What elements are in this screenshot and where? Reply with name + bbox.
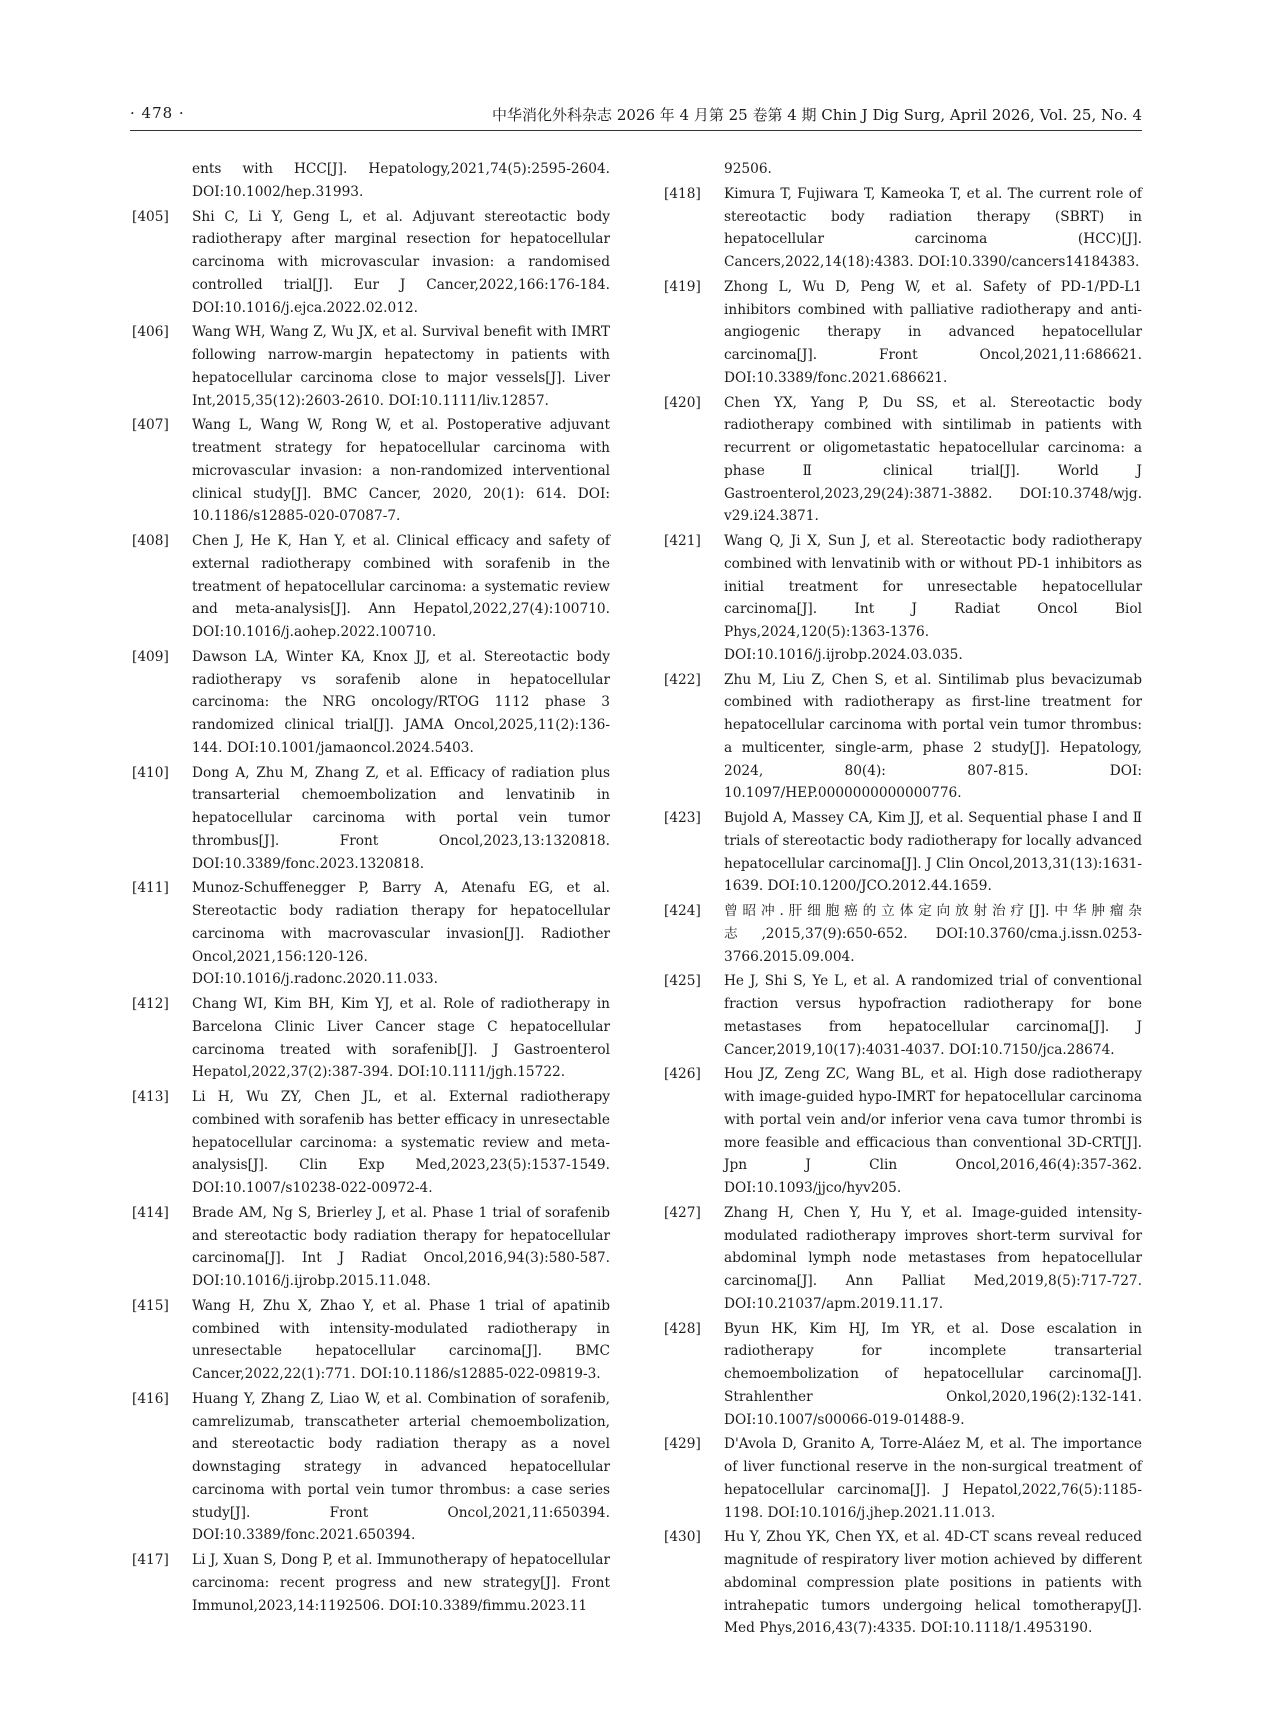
reference-number: [408] [132,533,169,549]
reference-item [662,1063,1142,1200]
header-rule [130,130,1142,131]
reference-text: Li J, Xuan S, Dong P, et al. Immunotherapy of hepatocellular carcinoma: recent progress and new strategy[J]. Front Immunol,2023,14:1192506. DOI:10.3389/fimmu.2023.11 [192,1552,610,1614]
page-number: · 478 · [130,104,185,122]
reference-item [130,206,610,320]
reference-text: Li H, Wu ZY, Chen JL, et al. External radiotherapy combined with sorafenib has better efficacy in unresectable hepatocellular carcinoma: a systematic review and meta-analysis[J]. Clin Exp Med,2023,23(5):1537-1549. DOI:10.1007/s10238-022-00972-4. [192,1089,610,1196]
reference-number: [422] [664,671,701,688]
reference-item [130,762,610,876]
reference-text: Zhu M, Liu Z, Chen S, et al. Sintilimab plus bevacizumab combined with radiotherapy as first-line treatment for hepatocellular carcinoma with portal vein tumor thrombus: a multicenter, single-arm, phase 2 study[J]. Hepatology, 2024, 80(4): 807-815. DOI: 10.1097/HEP.0000000000000776. [724,671,1142,802]
reference-continuation: ents with HCC[J]. Hepatology,2021,74(5):2595-2604. DOI:10.1002/hep.31993. [192,161,610,200]
reference-continuation: 92506. [724,161,772,177]
reference-number: [425] [664,973,701,990]
reference-item [130,1388,610,1547]
reference-item [662,1433,1142,1524]
reference-number: [430] [664,1529,701,1546]
reference-column-right [662,158,1142,1642]
reference-item [662,1202,1142,1316]
reference-item [130,646,610,760]
reference-text: Hu Y, Zhou YK, Chen YX, et al. 4D-CT scans reveal reduced magnitude of respiratory liver motion achieved by different abdominal compression plate positions in patients with intrahepatic tumors undergoing helical tomotherapy[J]. Med Phys,2016,43(7):4335. DOI:10.1118/1.4953190. [724,1529,1142,1637]
reference-item [130,414,610,528]
reference-number: [427] [664,1204,701,1221]
reference-text: Bujold A, Massey CA, Kim JJ, et al. Sequential phase Ⅰ and Ⅱ trials of stereotactic body radiotherapy for locally advanced hepatocellular carcinoma[J]. J Clin Oncol,2013,31(13):1631-1639. DOI:10.1200/JCO.2012.44.1659. [724,810,1142,895]
reference-item [662,900,1142,968]
reference-number: [416] [132,1390,169,1407]
page-header [130,104,1142,126]
reference-item [662,276,1142,390]
reference-item [130,1295,610,1386]
reference-text: Zhong L, Wu D, Peng W, et al. Safety of PD-1/PD-L1 inhibitors combined with palliative radiotherapy and anti-angiogenic therapy in advanced hepatocellular carcinoma[J]. Front Oncol,2021,11:686621. DOI:10.3389/fonc.2021.686621. [724,278,1142,386]
reference-text: D'Avola D, Granito A, Torre-Aláez M, et al. The importance of liver functional reserve in the non-surgical treatment of hepatocellular carcinoma[J]. J Hepatol,2022,76(5):1185-1198. DOI:10.1016/j.jhep.2021.11.013. [724,1436,1142,1521]
reference-number: [424] [664,903,701,919]
reference-item [130,1086,610,1200]
reference-item [662,669,1142,806]
reference-text: Brade AM, Ng S, Brierley J, et al. Phase 1 trial of sorafenib and stereotactic body radiation therapy for hepatocellular carcinoma[J]. Int J Radiat Oncol,2016,94(3):580-587. DOI:10.1016/j.ijrobp.2015.11.048. [192,1204,610,1289]
reference-number: [428] [664,1320,701,1337]
reference-number: [418] [664,185,701,202]
reference-number: [421] [664,533,701,549]
reference-item [130,530,610,644]
reference-number: [412] [132,996,169,1012]
reference-text: Kimura T, Fujiwara T, Kameoka T, et al. The current role of stereotactic body radiation therapy (SBRT) in hepatocellular carcinoma (HCC)[J]. Cancers,2022,14(18):4383. DOI:10.3390/cancers14184383. [724,185,1142,270]
reference-number: [429] [664,1436,701,1453]
reference-text: 曾昭冲.肝细胞癌的立体定向放射治疗[J].中华肿瘤杂志,2015,37(9):650-652. DOI:10.3760/cma.j.issn.0253-3766.2015.09.004. [724,903,1142,965]
reference-text: Dong A, Zhu M, Zhang Z, et al. Efficacy of radiation plus transarterial chemoembolization and lenvatinib in hepatocellular carcinoma with portal vein tumor thrombus[J]. Front Oncol,2023,13:1320818. DOI:10.3389/fonc.2023.1320818. [192,764,610,872]
reference-column-left [130,158,610,1619]
reference-item [130,1549,610,1617]
reference-number: [420] [664,394,701,411]
reference-number: [423] [664,810,701,826]
reference-text: Chen YX, Yang P, Du SS, et al. Stereotactic body radiotherapy combined with sintilimab in patients with recurrent or oligometastatic hepatocellular carcinoma: a phase Ⅱ clinical trial[J]. World J Gastroenterol,2023,29(24):3871-3882. DOI:10.3748/wjg. v29.i24.3871. [724,394,1142,525]
reference-text: Huang Y, Zhang Z, Liao W, et al. Combination of sorafenib, camrelizumab, transcatheter arterial chemoembolization, and stereotactic body radiation therapy as a novel downstaging strategy in advanced hepatocellular carcinoma with portal vein tumor thrombus: a case series study[J]. Front Oncol,2021,11:650394. DOI:10.3389/fonc.2021.650394. [192,1390,610,1544]
reference-number: [414] [132,1204,169,1221]
reference-number: [405] [132,208,169,225]
reference-item [662,183,1142,274]
reference-text: Munoz-Schuffenegger P, Barry A, Atenafu EG, et al. Stereotactic body radiation therapy for hepatocellular carcinoma with macrovascular invasion[J]. Radiother Oncol,2021,156:120-126. DOI:10.1016/j.radonc.2020.11.033. [192,880,610,988]
journal-citation: 中华消化外科杂志 2026 年 4 月第 25 卷第 4 期 Chin J Dig Surg, April 2026, Vol. 25, No. 4 [492,106,1142,124]
reference-text: Wang H, Zhu X, Zhao Y, et al. Phase 1 trial of apatinib combined with intensity-modulated radiotherapy in unresectable hepatocellular carcinoma[J]. BMC Cancer,2022,22(1):771. DOI:10.1186/s12885-022-09819-3. [192,1297,610,1382]
reference-text: Hou JZ, Zeng ZC, Wang BL, et al. High dose radiotherapy with image-guided hypo-IMRT for hepatocellular carcinoma with portal vein and/or inferior vena cava tumor thrombi is more feasible and efficacious than conventional 3D-CRT[J]. Jpn J Clin Oncol,2016,46(4):357-362. DOI:10.1093/jjco/hyv205. [724,1066,1142,1196]
reference-text: Shi C, Li Y, Geng L, et al. Adjuvant stereotactic body radiotherapy after marginal resection for hepatocellular carcinoma with microvascular invasion: a randomised controlled trial[J]. Eur J Cancer,2022,166:176-184. DOI:10.1016/j.ejca.2022.02.012. [192,208,610,316]
reference-number: [419] [664,278,701,295]
reference-number: [415] [132,1297,169,1314]
reference-text: Zhang H, Chen Y, Hu Y, et al. Image-guided intensity-modulated radiotherapy improves short-term survival for abdominal lymph node metastases from hepatocellular carcinoma[J]. Ann Palliat Med,2019,8(5):717-727. DOI:10.21037/apm.2019.11.17. [724,1204,1142,1312]
reference-item [130,993,610,1084]
reference-item [130,321,610,412]
reference-number: [406] [132,324,169,341]
reference-number: [407] [132,417,169,434]
reference-item [130,1202,610,1293]
reference-item [662,1318,1142,1432]
reference-number: [413] [132,1089,169,1105]
reference-text: Chen J, He K, Han Y, et al. Clinical efficacy and safety of external radiotherapy combined with sorafenib in the treatment of hepatocellular carcinoma: a systematic review and meta-analysis[J]. Ann Hepatol,2022,27(4):100710. DOI:10.1016/j.aohep.2022.100710. [192,533,610,640]
reference-number: [410] [132,764,169,781]
reference-item [130,877,610,991]
reference-number: [426] [664,1066,701,1083]
reference-item [662,530,1142,667]
reference-text: Wang Q, Ji X, Sun J, et al. Stereotactic body radiotherapy combined with lenvatinib with or without PD-1 inhibitors as initial treatment for unresectable hepatocellular carcinoma[J]. Int J Radiat Oncol Biol Phys,2024,120(5):1363-1376. DOI:10.1016/j.ijrobp.2024.03.035. [724,533,1142,663]
reference-item [662,807,1142,898]
reference-number: [411] [132,880,169,897]
reference-number: [409] [132,648,169,665]
reference-text: Byun HK, Kim HJ, Im YR, et al. Dose escalation in radiotherapy for incomplete transarterial chemoembolization of hepatocellular carcinoma[J]. Strahlenther Onkol,2020,196(2):132-141. DOI:10.1007/s00066-019-01488-9. [724,1320,1142,1428]
reference-text: He J, Shi S, Ye L, et al. A randomized trial of conventional fraction versus hypofraction radiotherapy for bone metastases from hepatocellular carcinoma[J]. J Cancer,2019,10(17):4031-4037. DOI:10.7150/jca.28674. [724,973,1142,1058]
reference-text: Wang WH, Wang Z, Wu JX, et al. Survival benefit with IMRT following narrow-margin hepatectomy in patients with hepatocellular carcinoma close to major vessels[J]. Liver Int,2015,35(12):2603-2610. DOI:10.1111/liv.12857. [192,324,610,409]
reference-text: Chang WI, Kim BH, Kim YJ, et al. Role of radiotherapy in Barcelona Clinic Liver Cancer stage C hepatocellular carcinoma treated with sorafenib[J]. J Gastroenterol Hepatol,2022,37(2):387-394. DOI:10.1111/jgh.15722. [192,996,610,1081]
reference-text: Wang L, Wang W, Rong W, et al. Postoperative adjuvant treatment strategy for hepatocellular carcinoma with microvascular invasion: a non-randomized interventional clinical study[J]. BMC Cancer, 2020, 20(1): 614. DOI: 10.1186/s12885-020-07087-7. [192,417,610,525]
reference-text: Dawson LA, Winter KA, Knox JJ, et al. Stereotactic body radiotherapy vs sorafenib alone in hepatocellular carcinoma: the NRG oncology/RTOG 1112 phase 3 randomized clinical trial[J]. JAMA Oncol,2025,11(2):136-144. DOI:10.1001/jamaoncol.2024.5403. [192,648,610,756]
reference-item [662,1526,1142,1640]
reference-number: [417] [132,1552,169,1568]
reference-item [662,970,1142,1061]
reference-item [662,392,1142,529]
